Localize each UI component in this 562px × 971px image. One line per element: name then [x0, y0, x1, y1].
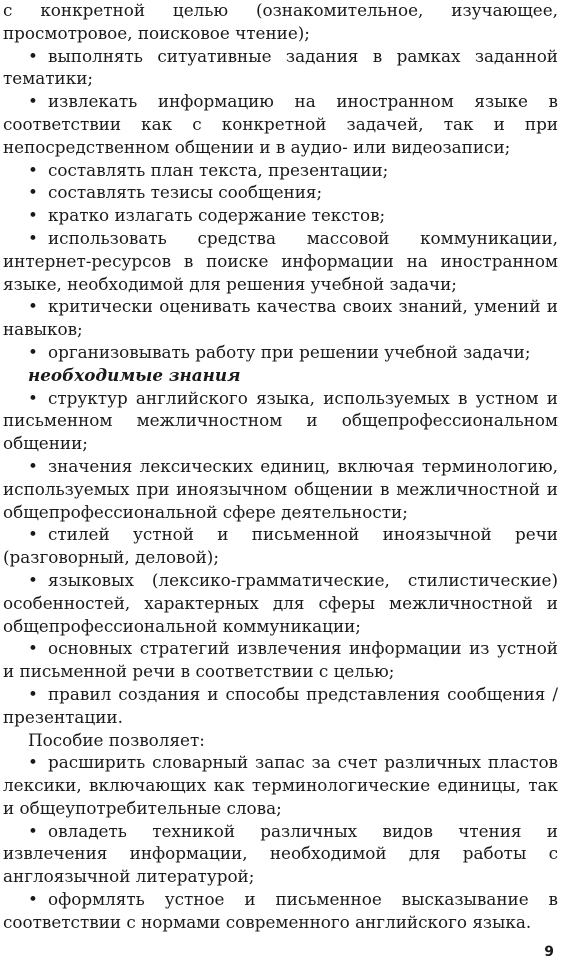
bullet-icon: • [28, 524, 38, 545]
list-item [3, 90, 558, 158]
manual-intro: Пособие позволяет: [28, 729, 205, 750]
bullet-icon: • [28, 45, 38, 66]
bullet-icon: • [28, 638, 38, 659]
list-item [3, 159, 558, 182]
list-item-text: оформлять устное и письменное высказывание в соответствии с нормами современного английского языка. [3, 889, 558, 932]
list-item-text: правил создания и способы представления сообщения / презентации. [3, 683, 558, 727]
list-item [3, 204, 558, 227]
list-item-text: кратко излагать содержание текстов; [48, 205, 386, 226]
list-item-text: овладеть техникой различных видов чтения и извлечения информации, необходимой для работы с англоязычной литературой; [3, 820, 558, 887]
list-item-text: значения лексических единиц, включая терминологию, используемых при иноязычном общении в межличностной и общепрофессиональной сфере деятельности; [3, 455, 558, 522]
list-item [3, 888, 558, 934]
list-item [3, 523, 558, 569]
bullet-icon: • [28, 683, 38, 704]
bullet-icon: • [28, 569, 38, 590]
list-item-text: составлять план текста, презентации; [48, 159, 389, 180]
continuation-paragraph: с конкретной целью (ознакомительное, изучающее, просмотровое, поисковое чтение); [3, 0, 558, 43]
list-item-text: стилей устной и письменной иноязычной речи (разговорный, деловой); [3, 524, 558, 568]
bullet-icon: • [28, 455, 38, 476]
page-number: 9 [544, 944, 554, 960]
list-item-text: критически оценивать качества своих знаний, умений и навыков; [3, 296, 558, 340]
list-item-text: использовать средства массовой коммуникации, интернет-ресурсов в поиске информации на иностранном языке, необходимой для решения учебной задачи; [3, 227, 558, 294]
bullet-icon: • [28, 752, 38, 773]
list-item [3, 181, 558, 204]
bullet-icon: • [28, 341, 38, 362]
bullet-icon: • [28, 227, 38, 248]
list-item [3, 387, 558, 455]
page-text [3, 0, 558, 934]
list-item-text: организовывать работу при решении учебной задачи; [48, 341, 531, 362]
list-item-text: основных стратегий извлечения информации из устной и письменной речи в соответствии с целью; [3, 638, 558, 682]
section-subheading: необходимые знания [28, 364, 241, 385]
list-item [3, 227, 558, 295]
list-item-text: составлять тезисы сообщения; [48, 182, 323, 203]
list-item [3, 341, 558, 364]
list-item [3, 820, 558, 888]
list-item [3, 455, 558, 523]
list-item-text: структур английского языка, используемых в устном и письменном межличностном и общепрофессиональном общении; [3, 387, 558, 454]
list-item-text: языковых (лексико-грамматические, стилистические) особенностей, характерных для сферы межличностной и общепрофессиональной коммуникации; [3, 569, 558, 636]
bullet-icon: • [28, 387, 38, 408]
list-item [3, 637, 558, 683]
list-item [3, 683, 558, 729]
skills-list [3, 45, 558, 364]
bullet-icon: • [28, 205, 38, 226]
list-item [3, 751, 558, 819]
bullet-icon: • [28, 91, 38, 112]
bullet-icon: • [28, 296, 38, 317]
list-item-text: выполнять ситуативные задания в рамках заданной тематики; [3, 45, 558, 89]
knowledge-list [3, 387, 558, 729]
manual-list [3, 751, 558, 933]
bullet-icon: • [28, 182, 38, 203]
list-item [3, 569, 558, 637]
list-item-text: расширить словарный запас за счет различных пластов лексики, включающих как терминологические единицы, так и общеупотребительные слова; [3, 752, 558, 818]
list-item [3, 295, 558, 341]
bullet-icon: • [28, 820, 38, 841]
bullet-icon: • [28, 889, 38, 910]
list-item-text: извлекать информацию на иностранном языке в соответствии как с конкретной задачей, так и при непосредственном общении и в аудио- или видеозаписи; [3, 91, 558, 157]
bullet-icon: • [28, 159, 38, 180]
list-item [3, 45, 558, 91]
